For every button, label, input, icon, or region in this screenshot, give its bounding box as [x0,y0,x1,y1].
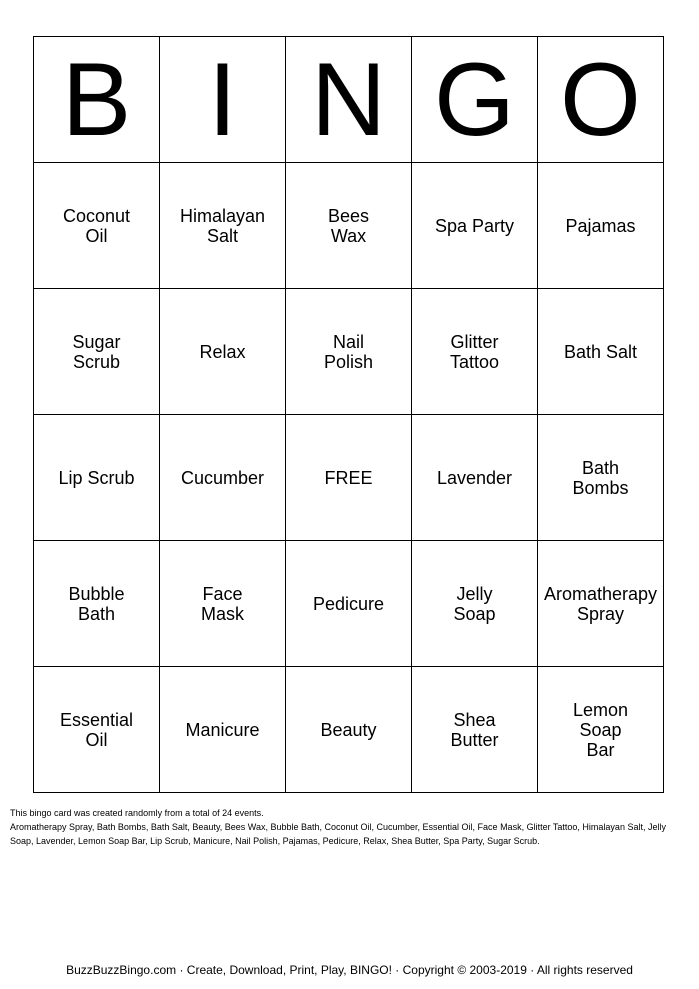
header-letter-o: O [538,37,664,163]
header-row [34,37,664,163]
bingo-cell: Bees Wax [286,163,412,289]
bingo-cell: Essential Oil [34,667,160,793]
footnote-summary: This bingo card was created randomly from a total of 24 events. [10,808,264,818]
card-row-5 [34,667,664,793]
bingo-cell: Aromatherapy Spray [538,541,664,667]
bingo-cell: Cucumber [160,415,286,541]
copyright-footer: BuzzBuzzBingo.com · Create, Download, Print, Play, BINGO! · Copyright © 2003-2019 · All rights reserved [66,963,633,977]
bingo-cell: Coconut Oil [34,163,160,289]
card-row-2 [34,289,664,415]
bingo-cell: Manicure [160,667,286,793]
bingo-cell: Jelly Soap [412,541,538,667]
bingo-cell: Relax [160,289,286,415]
bingo-cell: Bath Salt [538,289,664,415]
bingo-cell: Lavender [412,415,538,541]
bingo-cell: Face Mask [160,541,286,667]
bingo-card [33,36,664,793]
card-row-4 [34,541,664,667]
card-row-3 [34,415,664,541]
header-letter-b: B [34,37,160,163]
event-list-footnote [10,806,690,848]
header-letter-n: N [286,37,412,163]
bingo-cell: Lemon Soap Bar [538,667,664,793]
bingo-cell: Nail Polish [286,289,412,415]
bingo-cell: Pajamas [538,163,664,289]
header-letter-i: I [160,37,286,163]
bingo-cell: Beauty [286,667,412,793]
bingo-cell: Himalayan Salt [160,163,286,289]
free-space-cell: FREE [286,415,412,541]
footnote-event-list: Aromatherapy Spray, Bath Bombs, Bath Salt, Beauty, Bees Wax, Bubble Bath, Coconut Oil, Cucumber, Essential Oil, Face Mask, Glitter Tattoo, Himalayan Salt, Jelly Soap, Lavender, Lemon Soap Bar, Lip Scrub, Manicure, Nail Polish, Pajamas, Pedicure, Relax, Shea Butter, Spa Party, Sugar Scrub. [10,822,666,846]
header-letter-g: G [412,37,538,163]
bingo-cell: Lip Scrub [34,415,160,541]
bingo-cell: Bath Bombs [538,415,664,541]
bingo-cell: Shea Butter [412,667,538,793]
bingo-cell: Spa Party [412,163,538,289]
card-row-1 [34,163,664,289]
bingo-cell: Bubble Bath [34,541,160,667]
bingo-cell: Pedicure [286,541,412,667]
bingo-cell: Glitter Tattoo [412,289,538,415]
bingo-cell: Sugar Scrub [34,289,160,415]
